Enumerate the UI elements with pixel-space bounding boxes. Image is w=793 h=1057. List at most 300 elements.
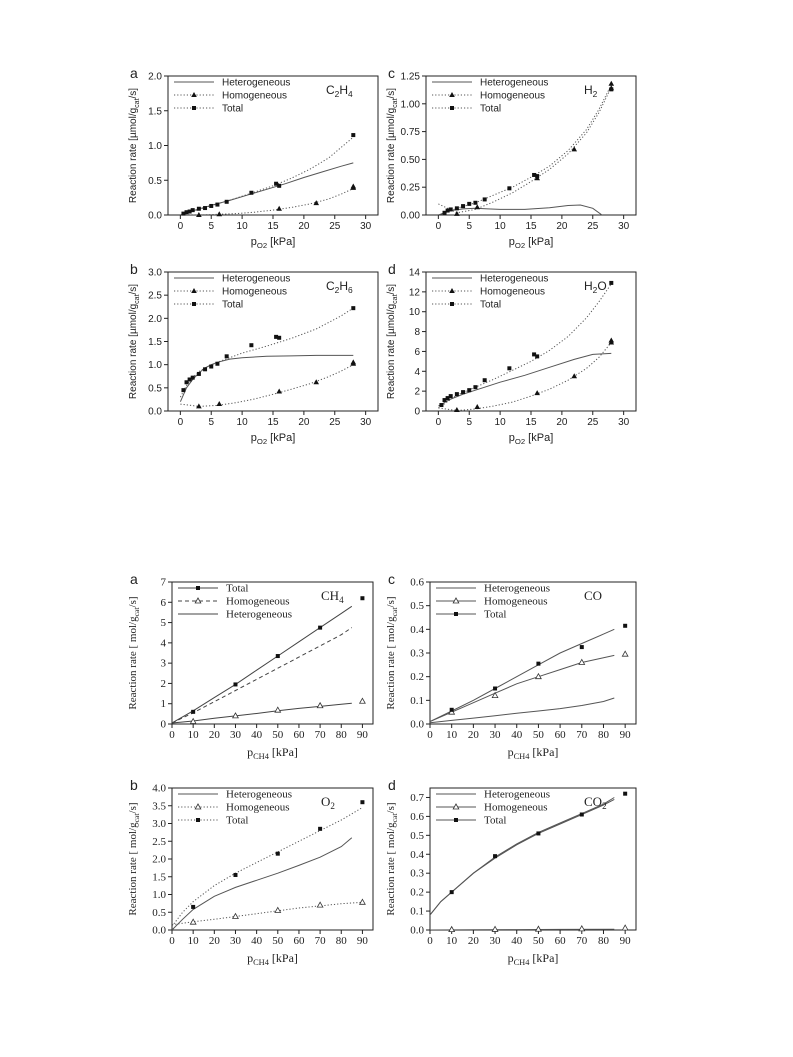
x-tick-label: 20 [298, 417, 310, 428]
data-point-total [439, 403, 443, 407]
series-line-total [180, 308, 353, 397]
y-tick-label: 6 [414, 346, 420, 358]
series-line-homogeneous [172, 902, 362, 924]
x-tick-label: 60 [554, 729, 566, 741]
x-axis-label: $p_{O2}$ [kPa] [508, 432, 554, 446]
chart-svg [126, 262, 386, 447]
series-line-heterogeneous [430, 799, 614, 915]
x-tick-label: 5 [208, 417, 215, 428]
x-tick-label: 0 [427, 935, 433, 947]
y-tick-label: 0.6 [410, 810, 424, 823]
y-tick-label: 0.2 [410, 671, 424, 684]
y-tick-label: 0.2 [410, 886, 424, 899]
x-tick-label: 0 [177, 417, 184, 428]
chart-panel-co2 [384, 778, 644, 968]
chart-panel-o2 [126, 778, 381, 968]
data-point-homogeneous [360, 698, 366, 703]
chart-svg [126, 778, 381, 968]
y-axis-label: Reaction rate [ mol/$g_{cat}/s$] [385, 802, 399, 916]
data-point-total [535, 174, 539, 178]
y-tick-label: 0.1 [410, 694, 424, 707]
data-point-homogeneous [579, 926, 585, 931]
legend-marker-homogeneous [191, 288, 197, 293]
x-tick-label: 5 [466, 221, 473, 232]
legend-marker-total [192, 106, 196, 110]
data-point-total [209, 204, 213, 208]
data-point-total [360, 596, 364, 600]
y-tick-label: 6 [160, 596, 166, 609]
data-point-total [225, 200, 229, 204]
panel-letter: d [388, 262, 396, 277]
data-point-total [623, 792, 627, 796]
x-tick-label: 10 [446, 729, 458, 741]
species-label: $O_2$ [321, 794, 335, 811]
panel-letter: a [130, 572, 138, 587]
y-axis-label: Reaction rate $[\mu mol/g_{cat}/s]$ [128, 87, 141, 204]
data-point-homogeneous [454, 211, 460, 216]
data-point-total [351, 306, 355, 310]
y-tick-label: 0 [160, 718, 166, 731]
x-tick-label: 25 [587, 417, 599, 428]
panel-letter: a [130, 66, 138, 81]
x-tick-label: 40 [251, 729, 263, 741]
data-point-homogeneous [454, 407, 460, 412]
x-axis-label: $p_{CH4}$ [kPa] [247, 951, 298, 967]
x-tick-label: 0 [169, 729, 175, 741]
x-tick-label: 15 [525, 417, 537, 428]
y-tick-label: 10 [408, 307, 420, 319]
species-label: $CO_2$ [584, 794, 607, 811]
data-point-total [277, 336, 281, 340]
data-point-total [449, 207, 453, 211]
y-tick-label: 1.25 [400, 71, 420, 83]
series-line-homogeneous [438, 343, 611, 411]
y-tick-label: 3.0 [152, 818, 166, 830]
x-tick-label: 80 [335, 729, 347, 741]
y-tick-label: 0.4 [410, 623, 424, 636]
chart-svg [384, 778, 644, 968]
x-tick-label: 50 [532, 729, 544, 741]
series-line-homogeneous [430, 655, 614, 721]
chart-svg [126, 572, 381, 762]
legend-label-heterogeneous: Heterogeneous [226, 608, 292, 621]
y-tick-label: 0.75 [400, 127, 420, 139]
data-point-total [215, 203, 219, 207]
x-tick-label: 0 [435, 417, 442, 428]
data-point-total [455, 392, 459, 396]
x-axis-label: $p_{O2}$ [kPa] [250, 432, 296, 446]
legend-label-total: Total [226, 582, 249, 595]
y-tick-label: 0.5 [148, 175, 162, 187]
data-point-total [535, 354, 539, 358]
x-tick-label: 10 [187, 729, 199, 741]
y-tick-label: 0 [414, 406, 420, 418]
data-point-homogeneous [360, 899, 366, 904]
data-point-homogeneous [474, 204, 480, 209]
series-line-total [438, 85, 611, 215]
x-tick-label: 50 [532, 935, 544, 947]
y-tick-label: 12 [408, 287, 420, 299]
x-tick-label: 10 [494, 417, 506, 428]
y-tick-label: 1.00 [400, 99, 420, 111]
series-line-heterogeneous [172, 703, 352, 723]
x-tick-label: 10 [236, 417, 248, 428]
x-tick-label: 30 [229, 729, 241, 741]
data-point-homogeneous [216, 401, 222, 406]
legend-marker-homogeneous [449, 288, 455, 293]
y-tick-label: 0.0 [410, 718, 424, 731]
series-line-homogeneous [172, 628, 352, 723]
x-tick-label: 20 [298, 221, 310, 232]
data-point-total [450, 890, 454, 894]
data-point-total [233, 682, 237, 686]
data-point-total [191, 710, 195, 714]
data-point-total [493, 687, 497, 691]
y-tick-label: 7 [160, 576, 166, 589]
y-tick-label: 0.0 [410, 924, 424, 937]
data-point-homogeneous [350, 184, 356, 189]
x-tick-label: 70 [576, 729, 588, 741]
data-point-homogeneous [275, 907, 281, 912]
data-point-total [493, 854, 497, 858]
data-point-total [609, 87, 613, 91]
data-point-total [209, 365, 213, 369]
x-tick-label: 50 [272, 729, 284, 741]
data-point-total [277, 184, 281, 188]
chart-svg [384, 262, 644, 447]
y-axis-label: Reaction rate [ mol/$g_{cat}/s$] [127, 596, 141, 710]
legend-label-homogeneous: Homogeneous [226, 595, 290, 608]
x-tick-label: 80 [597, 729, 609, 741]
y-tick-label: 3.0 [148, 267, 162, 279]
data-point-homogeneous [317, 703, 323, 708]
data-point-total [360, 800, 364, 804]
x-tick-label: 40 [511, 935, 523, 947]
series-line-total [172, 808, 362, 927]
data-point-total [181, 388, 185, 392]
x-tick-label: 25 [329, 221, 341, 232]
legend-label-heterogeneous: Heterogeneous [480, 77, 549, 89]
data-point-homogeneous [622, 925, 628, 930]
y-tick-label: 0.6 [410, 576, 424, 589]
species-label: $C_2H_6$ [326, 279, 353, 295]
panel-letter: b [130, 262, 138, 277]
data-point-total [215, 362, 219, 366]
chart-panel-c2h6 [126, 262, 386, 447]
series-line-total [438, 284, 611, 408]
legend-label-heterogeneous: Heterogeneous [226, 788, 292, 801]
data-point-homogeneous [276, 389, 282, 394]
species-label: CO [584, 588, 603, 603]
data-point-total [467, 388, 471, 392]
x-tick-label: 25 [587, 221, 599, 232]
data-point-total [203, 367, 207, 371]
data-point-homogeneous [571, 373, 577, 378]
chart-svg [384, 572, 644, 762]
y-axis-label: Reaction rate $[\mu mol/g_{cat}/s]$ [386, 283, 399, 400]
data-point-total [203, 206, 207, 210]
chart-svg [384, 66, 644, 251]
legend-label-homogeneous: Homogeneous [484, 595, 548, 608]
y-tick-label: 0.5 [410, 600, 424, 613]
x-tick-label: 10 [236, 221, 248, 232]
data-point-total [225, 354, 229, 358]
legend-marker-total [454, 612, 458, 616]
data-point-total [580, 813, 584, 817]
legend-marker-homogeneous [195, 804, 201, 809]
y-tick-label: 4.0 [152, 782, 166, 795]
y-tick-label: 14 [408, 267, 420, 279]
x-tick-label: 20 [467, 729, 479, 741]
y-tick-label: 5 [160, 617, 166, 630]
x-tick-label: 30 [489, 935, 501, 947]
x-tick-label: 60 [293, 935, 305, 947]
legend-label-homogeneous: Homogeneous [480, 286, 546, 298]
y-tick-label: 2.0 [148, 71, 162, 83]
data-point-total [483, 197, 487, 201]
series-line-total [180, 137, 353, 215]
x-axis-label: $p_{O2}$ [kPa] [508, 236, 554, 250]
x-tick-label: 0 [435, 221, 442, 232]
y-tick-label: 0.7 [410, 791, 424, 804]
y-tick-label: 0.50 [400, 154, 420, 166]
x-tick-label: 70 [314, 935, 326, 947]
x-axis-label: $p_{CH4}$ [kPa] [507, 745, 559, 761]
legend-label-heterogeneous: Heterogeneous [480, 273, 549, 285]
panel-letter: d [388, 778, 396, 793]
series-line-heterogeneous [172, 838, 352, 930]
x-tick-label: 20 [208, 729, 220, 741]
x-tick-label: 30 [360, 221, 372, 232]
data-point-homogeneous [492, 926, 498, 931]
data-point-total [318, 626, 322, 630]
data-point-total [609, 281, 613, 285]
data-point-total [536, 831, 540, 835]
data-point-homogeneous [233, 914, 239, 919]
y-tick-label: 4 [160, 637, 166, 650]
x-tick-label: 50 [272, 935, 284, 947]
data-point-total [276, 852, 280, 856]
legend-label-heterogeneous: Heterogeneous [222, 273, 291, 285]
data-point-total [276, 654, 280, 658]
data-point-total [249, 191, 253, 195]
y-tick-label: 8 [414, 327, 420, 339]
data-point-total [467, 202, 471, 206]
x-tick-label: 0 [177, 221, 184, 232]
series-line-homogeneous [438, 87, 611, 213]
data-point-homogeneous [449, 927, 455, 932]
y-tick-label: 2.0 [152, 853, 166, 866]
x-tick-label: 90 [619, 729, 631, 741]
data-point-total [473, 201, 477, 205]
x-tick-label: 60 [293, 729, 305, 741]
x-tick-label: 70 [576, 935, 588, 947]
y-tick-label: 2 [414, 386, 420, 398]
legend-label-homogeneous: Homogeneous [222, 286, 288, 298]
x-tick-label: 20 [208, 935, 220, 947]
data-point-homogeneous [275, 707, 281, 712]
x-tick-label: 90 [356, 729, 368, 741]
x-axis-label: $p_{O2}$ [kPa] [250, 236, 296, 250]
y-tick-label: 4 [414, 366, 420, 378]
legend-marker-total [192, 302, 196, 306]
y-tick-label: 2 [160, 677, 166, 690]
x-tick-label: 0 [169, 935, 175, 947]
legend-marker-total [454, 818, 458, 822]
species-label: $H_2O$ [584, 279, 607, 295]
x-tick-label: 20 [556, 221, 568, 232]
y-tick-label: 0.5 [152, 906, 166, 919]
data-point-total [461, 390, 465, 394]
y-tick-label: 0.0 [152, 924, 166, 937]
series-line-homogeneous [180, 189, 353, 215]
data-point-total [318, 827, 322, 831]
y-axis-label: Reaction rate $[\mu mol/g_{cat}/s]$ [128, 283, 141, 400]
chart-panel-h2 [384, 66, 644, 251]
y-tick-label: 0.3 [410, 867, 424, 880]
y-tick-label: 1.5 [152, 871, 166, 884]
legend-marker-total [450, 302, 454, 306]
legend-label-total: Total [484, 608, 507, 621]
x-tick-label: 10 [446, 935, 458, 947]
data-point-total [455, 206, 459, 210]
panel-letter: b [130, 778, 138, 793]
x-tick-label: 0 [427, 729, 433, 741]
y-tick-label: 0.25 [400, 182, 420, 194]
species-label: $CH_4$ [321, 588, 344, 605]
data-point-homogeneous [536, 926, 542, 931]
data-point-total [449, 394, 453, 398]
x-tick-label: 90 [356, 935, 368, 947]
legend-label-homogeneous: Homogeneous [222, 90, 288, 102]
legend-label-homogeneous: Homogeneous [480, 90, 546, 102]
y-tick-label: 3 [160, 657, 166, 670]
species-label: $C_2H_4$ [326, 83, 353, 99]
y-tick-label: 0.1 [410, 905, 424, 918]
data-point-total [351, 133, 355, 137]
legend-marker-total [450, 106, 454, 110]
x-tick-label: 70 [314, 729, 326, 741]
data-point-total [191, 376, 195, 380]
x-tick-label: 15 [267, 417, 279, 428]
y-tick-label: 1.0 [148, 141, 162, 152]
data-point-total [249, 343, 253, 347]
data-point-homogeneous [313, 379, 319, 384]
data-point-homogeneous [492, 693, 498, 698]
y-tick-label: 1.5 [148, 106, 162, 118]
x-tick-label: 15 [525, 221, 537, 232]
x-tick-label: 25 [329, 417, 341, 428]
panel-letter: c [388, 572, 395, 587]
y-tick-label: 2.5 [148, 290, 162, 302]
x-tick-label: 90 [619, 935, 631, 947]
x-tick-label: 30 [229, 935, 241, 947]
series-line-heterogeneous [438, 353, 611, 406]
x-tick-label: 10 [494, 221, 506, 232]
data-point-total [507, 186, 511, 190]
data-point-homogeneous [622, 651, 628, 656]
legend-label-total: Total [222, 299, 244, 311]
x-tick-label: 80 [597, 935, 609, 947]
data-point-total [483, 378, 487, 382]
y-tick-label: 2.0 [148, 313, 162, 325]
x-tick-label: 30 [489, 729, 501, 741]
y-tick-label: 1.0 [152, 889, 166, 901]
legend-label-heterogeneous: Heterogeneous [484, 582, 550, 595]
legend-label-heterogeneous: Heterogeneous [484, 788, 550, 801]
x-tick-label: 30 [360, 417, 372, 428]
data-point-total [233, 873, 237, 877]
y-tick-label: 0.5 [410, 829, 424, 842]
x-tick-label: 20 [556, 417, 568, 428]
data-point-total [191, 208, 195, 212]
data-point-total [473, 385, 477, 389]
legend-label-homogeneous: Homogeneous [484, 801, 548, 814]
y-tick-label: 1 [160, 698, 166, 711]
data-point-total [197, 372, 201, 376]
legend-label-homogeneous: Homogeneous [226, 801, 290, 814]
data-point-homogeneous [474, 404, 480, 409]
data-point-total [461, 204, 465, 208]
y-tick-label: 0.0 [148, 210, 162, 222]
chart-panel-ch4 [126, 572, 381, 762]
chart-panel-co [384, 572, 644, 762]
legend-label-total: Total [484, 814, 507, 827]
series-line-total [430, 629, 614, 721]
y-axis-label: Reaction rate [ mol/$g_{cat}/s$] [127, 802, 141, 916]
legend-marker-homogeneous [449, 92, 455, 97]
legend-label-total: Total [480, 103, 502, 115]
y-tick-label: 1.0 [148, 360, 162, 372]
data-point-homogeneous [608, 81, 614, 86]
legend-label-heterogeneous: Heterogeneous [222, 77, 291, 89]
data-point-total [197, 207, 201, 211]
x-tick-label: 5 [466, 417, 473, 428]
legend-label-total: Total [222, 103, 244, 115]
data-point-homogeneous [317, 902, 323, 907]
legend-marker-homogeneous [191, 92, 197, 97]
y-tick-label: 0.3 [410, 647, 424, 660]
y-tick-label: 1.5 [148, 337, 162, 348]
y-tick-label: 3.5 [152, 800, 166, 813]
panel-letter: c [388, 66, 395, 81]
y-tick-label: 0.5 [148, 383, 162, 395]
y-axis-label: Reaction rate [ mol/$g_{cat}/s$] [385, 596, 399, 710]
series-line-heterogeneous [180, 355, 353, 401]
y-tick-label: 0.00 [400, 210, 420, 222]
x-axis-label: $p_{CH4}$ [kPa] [247, 745, 298, 761]
x-tick-label: 30 [618, 221, 630, 232]
data-point-total [580, 645, 584, 649]
x-axis-label: $p_{CH4}$ [kPa] [507, 951, 559, 967]
x-tick-label: 60 [554, 935, 566, 947]
x-tick-label: 20 [467, 935, 479, 947]
x-tick-label: 40 [511, 729, 523, 741]
x-tick-label: 15 [267, 221, 279, 232]
y-axis-label: Reaction rate $[\mu mol/g_{cat}/s]$ [386, 87, 399, 204]
x-tick-label: 40 [251, 935, 263, 947]
data-point-total [536, 662, 540, 666]
legend-label-total: Total [226, 814, 249, 827]
data-point-homogeneous [216, 211, 222, 216]
data-point-homogeneous [350, 359, 356, 364]
x-tick-label: 80 [335, 935, 347, 947]
legend-marker-total [196, 586, 200, 590]
chart-svg [126, 66, 386, 251]
y-tick-label: 2.5 [152, 835, 166, 848]
y-tick-label: 0.4 [410, 848, 424, 861]
data-point-total [450, 708, 454, 712]
